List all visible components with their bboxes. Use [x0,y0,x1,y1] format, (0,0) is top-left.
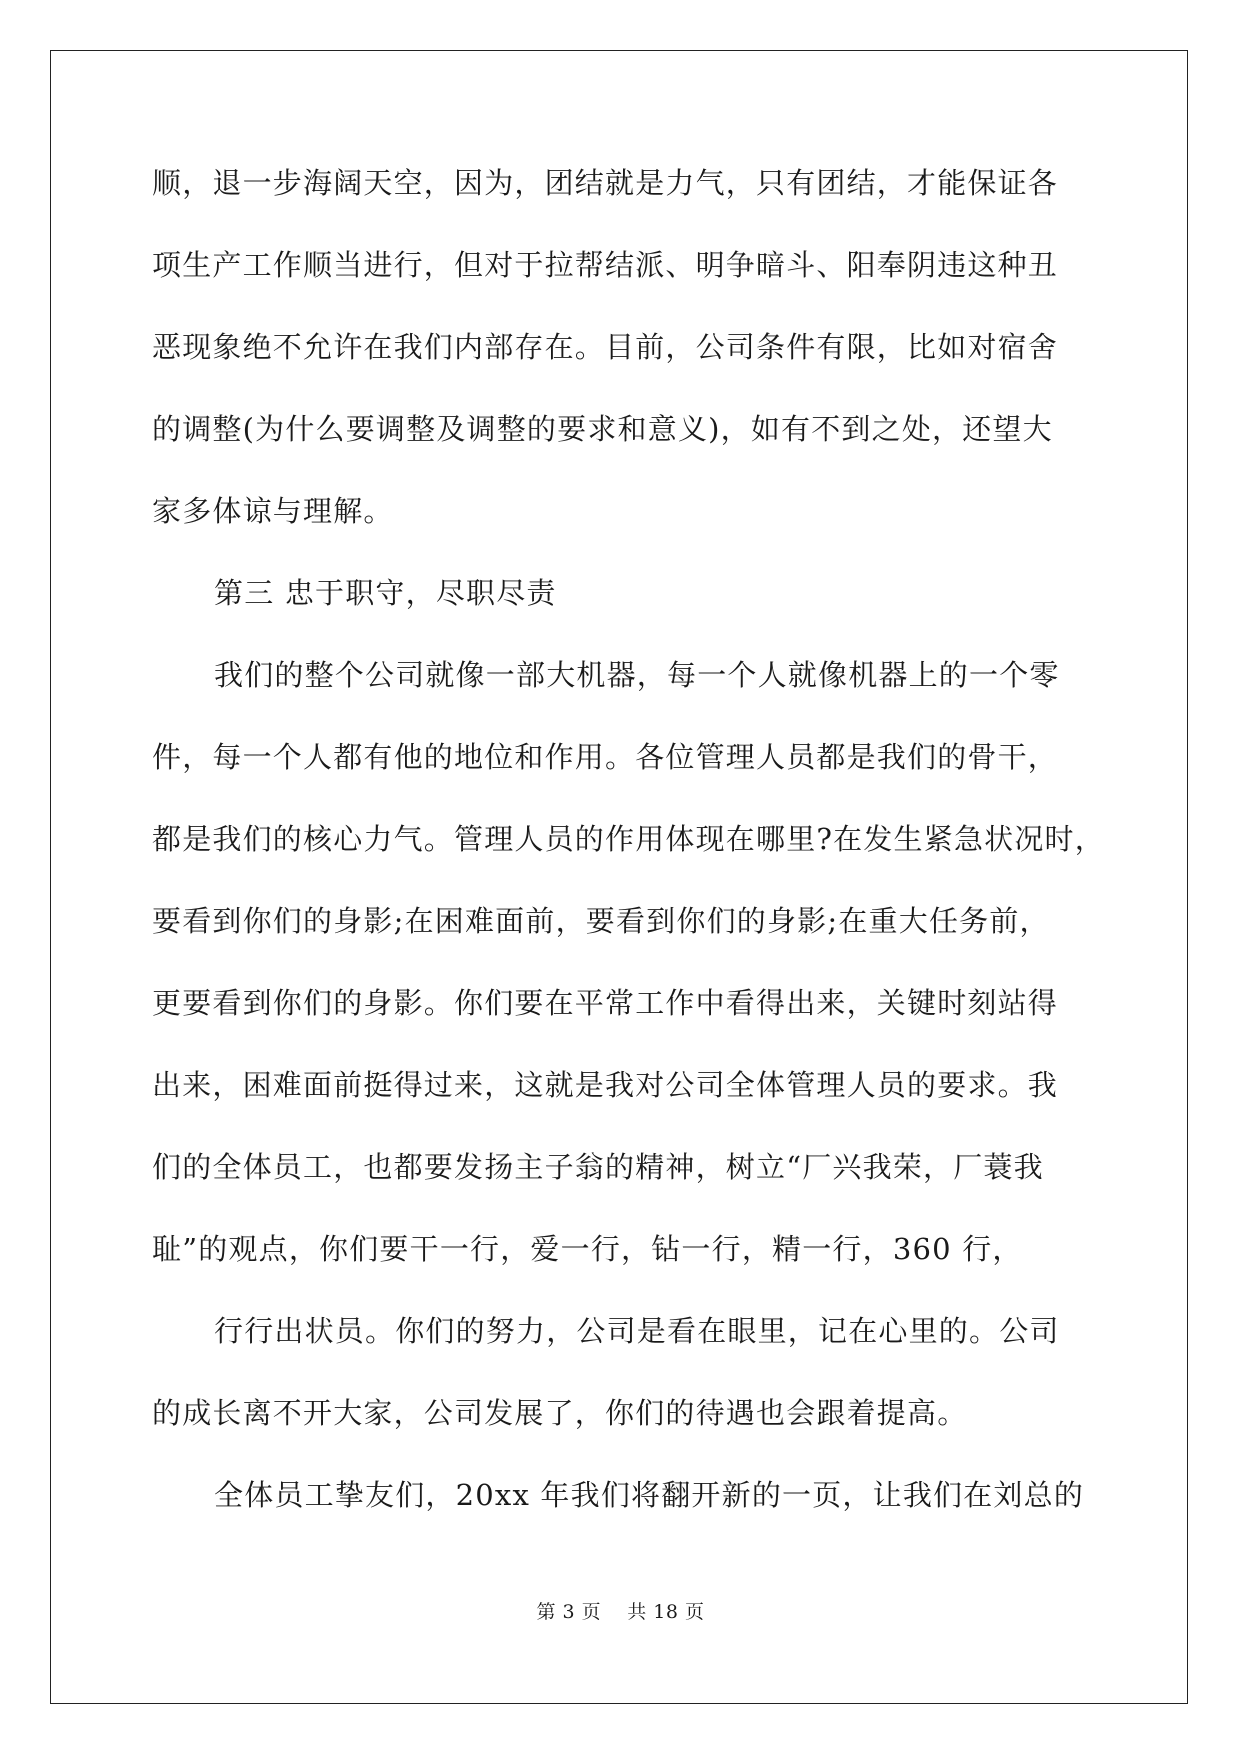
text-line: 的成长离不开大家，公司发展了，你们的待遇也会跟着提高。 [152,1396,968,1430]
text-line: 件，每一个人都有他的地位和作用。各位管理人员都是我们的骨干， [152,740,1059,774]
text-line: 的调整(为什么要调整及调整的要求和意义)，如有不到之处，还望大 [152,412,1053,446]
text-line: 恶现象绝不允许在我们内部存在。目前，公司条件有限，比如对宿舍 [152,330,1059,364]
text-line: 都是我们的核心力气。管理人员的作用体现在哪里?在发生紧急状况时， [152,822,1105,856]
text-line: 第三 忠于职守，尽职尽责 [214,576,557,610]
text-line: 耻”的观点，你们要干一行，爱一行，钻一行，精一行，360 行， [152,1232,1023,1266]
document-body [152,163,1105,1557]
text-line: 更要看到你们的身影。你们要在平常工作中看得出来，关键时刻站得 [152,986,1059,1020]
text-line: 全体员工挚友们，20xx 年我们将翻开新的一页，让我们在刘总的 [214,1478,1085,1512]
text-line: 我们的整个公司就像一部大机器，每一个人就像机器上的一个零 [214,658,1060,692]
text-line: 们的全体员工，也都要发扬主子翁的精神，树立“厂兴我荣，厂蓑我 [152,1150,1044,1184]
text-line: 顺，退一步海阔天空，因为，团结就是力气，只有团结，才能保证各 [152,166,1059,200]
text-line: 行行出状员。你们的努力，公司是看在眼里，记在心里的。公司 [214,1314,1060,1348]
page-footer: 第 3 页 共 18 页 [536,1601,705,1623]
text-line: 家多体谅与理解。 [152,494,394,528]
text-line: 要看到你们的身影;在困难面前，要看到你们的身影;在重大任务前， [152,904,1050,938]
text-line: 项生产工作顺当进行，但对于拉帮结派、明争暗斗、阳奉阴违这种丑 [152,248,1059,282]
text-line: 出来，困难面前挺得过来，这就是我对公司全体管理人员的要求。我 [152,1068,1059,1102]
